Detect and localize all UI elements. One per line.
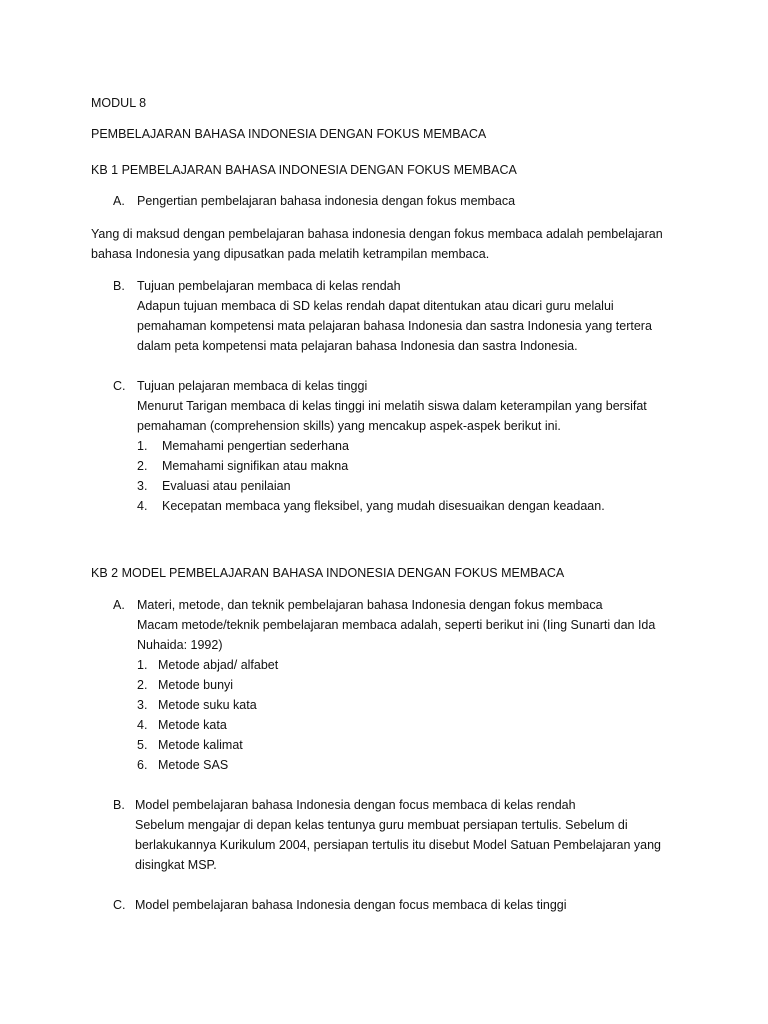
list-number: 1. <box>137 439 148 453</box>
kb1-title: KB 1 PEMBELAJARAN BAHASA INDONESIA DENGAN FOKUS MEMBACA <box>91 163 517 177</box>
kb1-section-c-body-line: Menurut Tarigan membaca di kelas tinggi ini melatih siswa dalam keterampilan yang bersifat <box>137 399 647 413</box>
kb2-section-b-body-line: disingkat MSP. <box>135 858 217 872</box>
list-number: 1. <box>137 658 148 672</box>
kb1-section-a-marker: A. <box>113 194 125 208</box>
kb2-section-b-marker: B. <box>113 798 125 812</box>
list-item: Evaluasi atau penilaian <box>162 479 291 493</box>
kb2-section-a-heading: Materi, metode, dan teknik pembelajaran bahasa Indonesia dengan fokus membaca <box>137 598 603 612</box>
list-number: 6. <box>137 758 148 772</box>
kb2-section-b-body-line: berlakukannya Kurikulum 2004, persiapan tertulis itu disebut Model Satuan Pembelajaran yang <box>135 838 662 852</box>
list-item: Metode suku kata <box>158 698 257 712</box>
list-number: 3. <box>137 479 148 493</box>
kb1-section-b-marker: B. <box>113 279 125 293</box>
list-item: Metode SAS <box>158 758 229 772</box>
module-title: MODUL 8 <box>91 96 147 110</box>
kb1-paragraph-line: bahasa Indonesia yang dipusatkan pada melatih ketrampilan membaca. <box>91 247 490 261</box>
list-item: Kecepatan membaca yang fleksibel, yang mudah disesuaikan dengan keadaan. <box>162 499 605 513</box>
kb1-section-c-heading: Tujuan pelajaran membaca di kelas tinggi <box>137 379 368 393</box>
list-item: Metode abjad/ alfabet <box>158 658 279 672</box>
kb2-section-c-heading: Model pembelajaran bahasa Indonesia dengan focus membaca di kelas tinggi <box>135 898 567 912</box>
kb2-section-a-marker: A. <box>113 598 125 612</box>
list-item: Metode bunyi <box>158 678 234 692</box>
list-item: Memahami signifikan atau makna <box>162 459 349 473</box>
kb2-title: KB 2 MODEL PEMBELAJARAN BAHASA INDONESIA DENGAN FOKUS MEMBACA <box>91 566 565 580</box>
kb1-section-a-heading: Pengertian pembelajaran bahasa indonesia dengan fokus membaca <box>137 194 516 208</box>
main-title: PEMBELAJARAN BAHASA INDONESIA DENGAN FOKUS MEMBACA <box>91 127 487 141</box>
kb2-section-b-heading: Model pembelajaran bahasa Indonesia dengan focus membaca di kelas rendah <box>135 798 576 812</box>
kb1-section-b-body-line: Adapun tujuan membaca di SD kelas rendah dapat ditentukan atau dicari guru melalui <box>137 299 614 313</box>
kb1-section-b-heading: Tujuan pembelajaran membaca di kelas rendah <box>137 279 401 293</box>
kb1-section-b-body-line: pemahaman kompetensi mata pelajaran bahasa Indonesia dan sastra Indonesia yang tertera <box>137 319 652 333</box>
kb2-section-a-body-line: Macam metode/teknik pembelajaran membaca adalah, seperti berikut ini (Iing Sunarti dan Ida <box>137 618 656 632</box>
list-number: 2. <box>137 678 148 692</box>
list-item: Memahami pengertian sederhana <box>162 439 349 453</box>
kb1-section-c-marker: C. <box>113 379 126 393</box>
kb1-section-c-body-line: pemahaman (comprehension skills) yang mencakup aspek-aspek berikut ini. <box>137 419 561 433</box>
kb2-section-b-body-line: Sebelum mengajar di depan kelas tentunya guru membuat persiapan tertulis. Sebelum di <box>135 818 628 832</box>
kb1-paragraph-line: Yang di maksud dengan pembelajaran bahasa indonesia dengan fokus membaca adalah pembelajaran <box>91 227 663 241</box>
kb2-section-a-body-line: Nuhaida: 1992) <box>137 638 223 652</box>
list-item: Metode kata <box>158 718 227 732</box>
kb1-section-b-body-line: dalam peta kompetensi mata pelajaran bahasa Indonesia dan sastra Indonesia. <box>137 339 578 353</box>
list-number: 4. <box>137 718 148 732</box>
list-number: 4. <box>137 499 148 513</box>
list-number: 5. <box>137 738 148 752</box>
list-number: 2. <box>137 459 148 473</box>
kb2-section-c-marker: C. <box>113 898 126 912</box>
list-item: Metode kalimat <box>158 738 243 752</box>
list-number: 3. <box>137 698 148 712</box>
